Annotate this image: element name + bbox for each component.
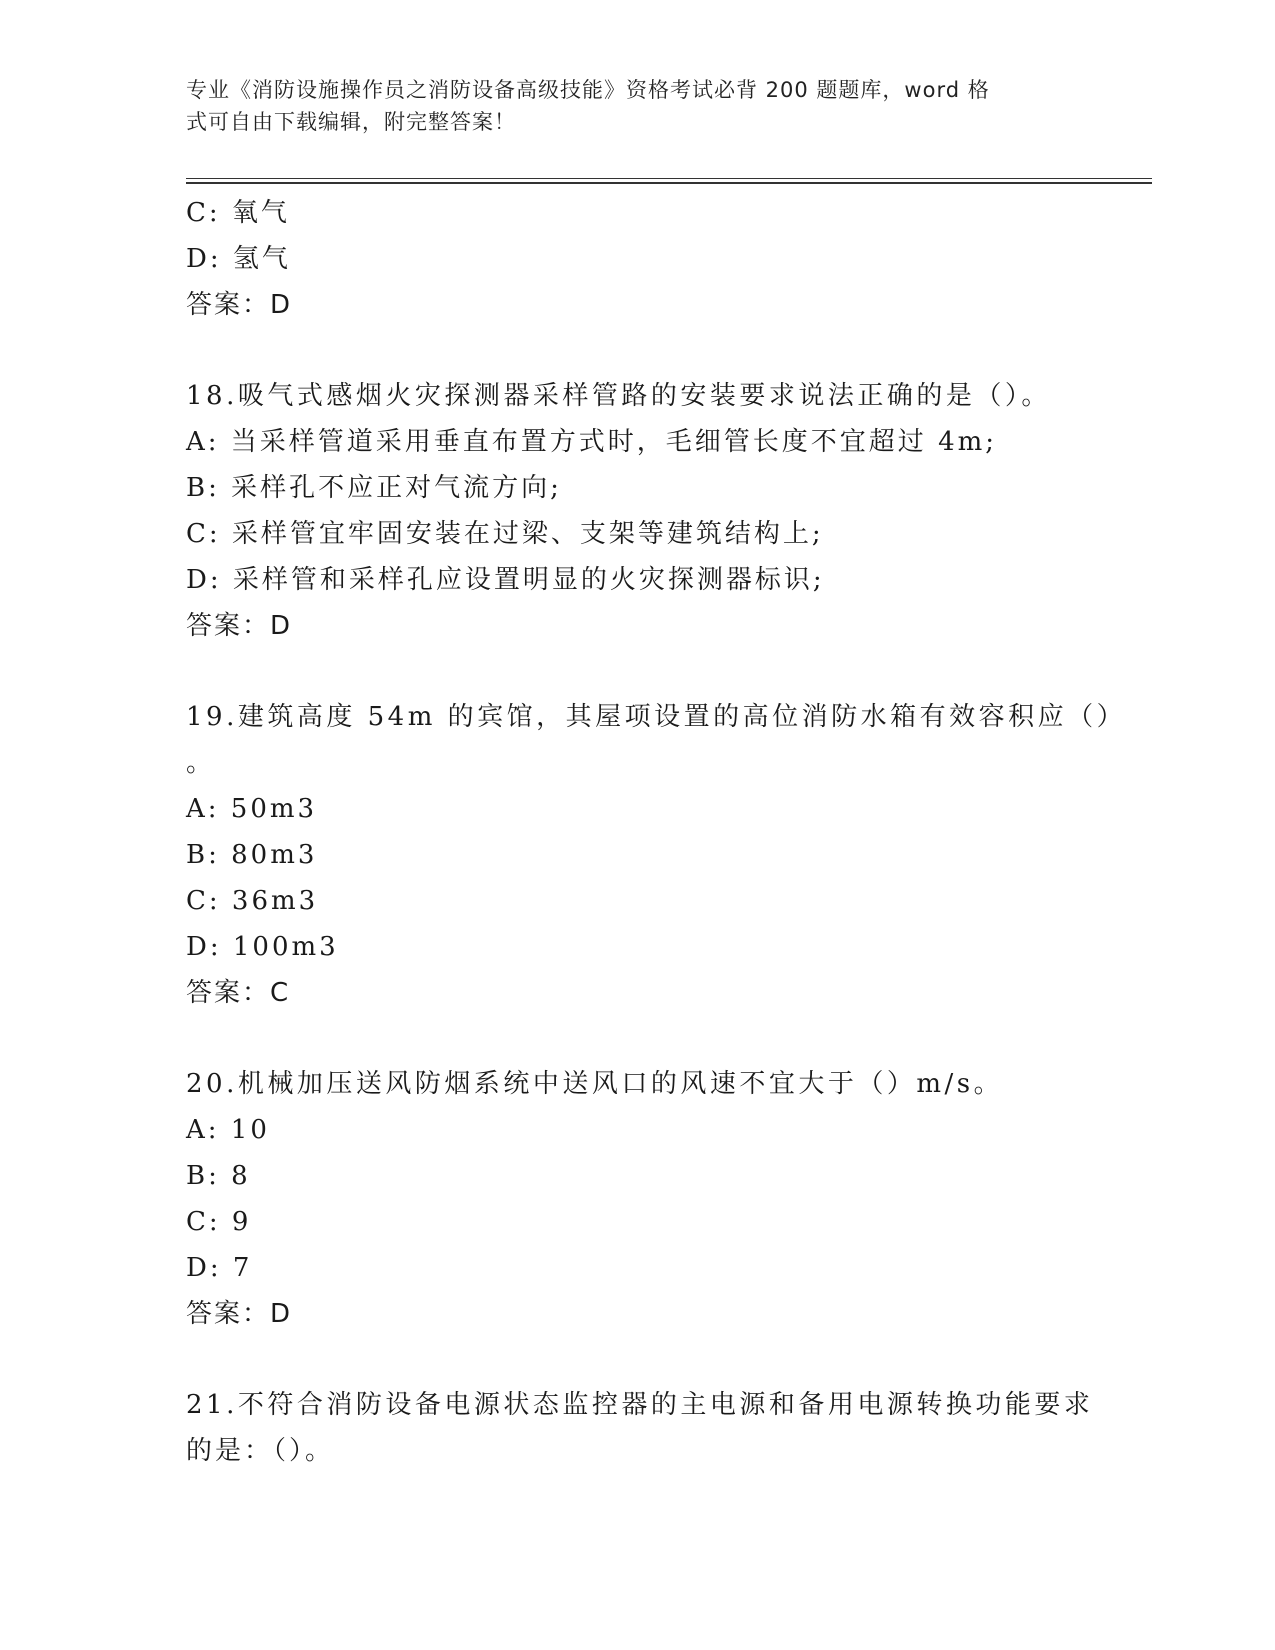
spacer bbox=[186, 1016, 1086, 1061]
option-d: D: 氢气 bbox=[186, 244, 291, 274]
option-c: C: 氧气 bbox=[186, 198, 290, 228]
option-a: A: 50m3 bbox=[186, 794, 318, 824]
question-text-continued: 。 bbox=[186, 748, 216, 778]
question-block-18 bbox=[186, 373, 1086, 649]
question-text: 21.不符合消防设备电源状态监控器的主电源和备用电源转换功能要求 bbox=[186, 1390, 1094, 1420]
option-d: D: 采样管和采样孔应设置明显的火灾探测器标识; bbox=[186, 565, 825, 595]
question-text: 20.机械加压送风防烟系统中送风口的风速不宜大于（）m/s。 bbox=[186, 1069, 1004, 1099]
answer: 答案：D bbox=[186, 1299, 293, 1329]
question-block-19 bbox=[186, 694, 1127, 1016]
spacer bbox=[186, 328, 1086, 373]
option-b: B: 8 bbox=[186, 1161, 251, 1191]
option-d: D: 100m3 bbox=[186, 932, 339, 962]
question-block-prev bbox=[186, 190, 1086, 328]
option-b: B: 80m3 bbox=[186, 840, 318, 870]
question-block-20 bbox=[186, 1061, 1086, 1337]
option-c: C: 36m3 bbox=[186, 886, 319, 916]
header-line-1: 专业《消防设施操作员之消防设备高级技能》资格考试必背 200 题题库，word 格 bbox=[186, 78, 990, 102]
option-b: B: 采样孔不应正对气流方向; bbox=[186, 473, 562, 503]
header-divider-thick bbox=[186, 182, 1152, 184]
question-text: 19.建筑高度 54m 的宾馆，其屋项设置的高位消防水箱有效容积应（） bbox=[186, 702, 1127, 732]
option-a: A: 当采样管道采用垂直布置方式时，毛细管长度不宜超过 4m; bbox=[186, 427, 998, 457]
question-text-continued: 的是：（）。 bbox=[186, 1436, 335, 1466]
spacer bbox=[186, 1337, 1086, 1382]
option-d: D: 7 bbox=[186, 1253, 253, 1283]
option-a: A: 10 bbox=[186, 1115, 270, 1145]
spacer bbox=[186, 649, 1086, 694]
question-block-21 bbox=[186, 1382, 1094, 1474]
document-header bbox=[186, 74, 1066, 138]
answer: 答案：C bbox=[186, 978, 291, 1008]
answer: 答案：D bbox=[186, 290, 293, 320]
header-divider-thin bbox=[186, 178, 1152, 179]
header-line-2: 式可自由下载编辑，附完整答案！ bbox=[186, 110, 516, 134]
answer: 答案：D bbox=[186, 611, 293, 641]
option-c: C: 9 bbox=[186, 1207, 252, 1237]
question-text: 18.吸气式感烟火灾探测器采样管路的安装要求说法正确的是（）。 bbox=[186, 381, 1051, 411]
question-list bbox=[186, 190, 1127, 1474]
option-c: C: 采样管宜牢固安装在过梁、支架等建筑结构上; bbox=[186, 519, 824, 549]
